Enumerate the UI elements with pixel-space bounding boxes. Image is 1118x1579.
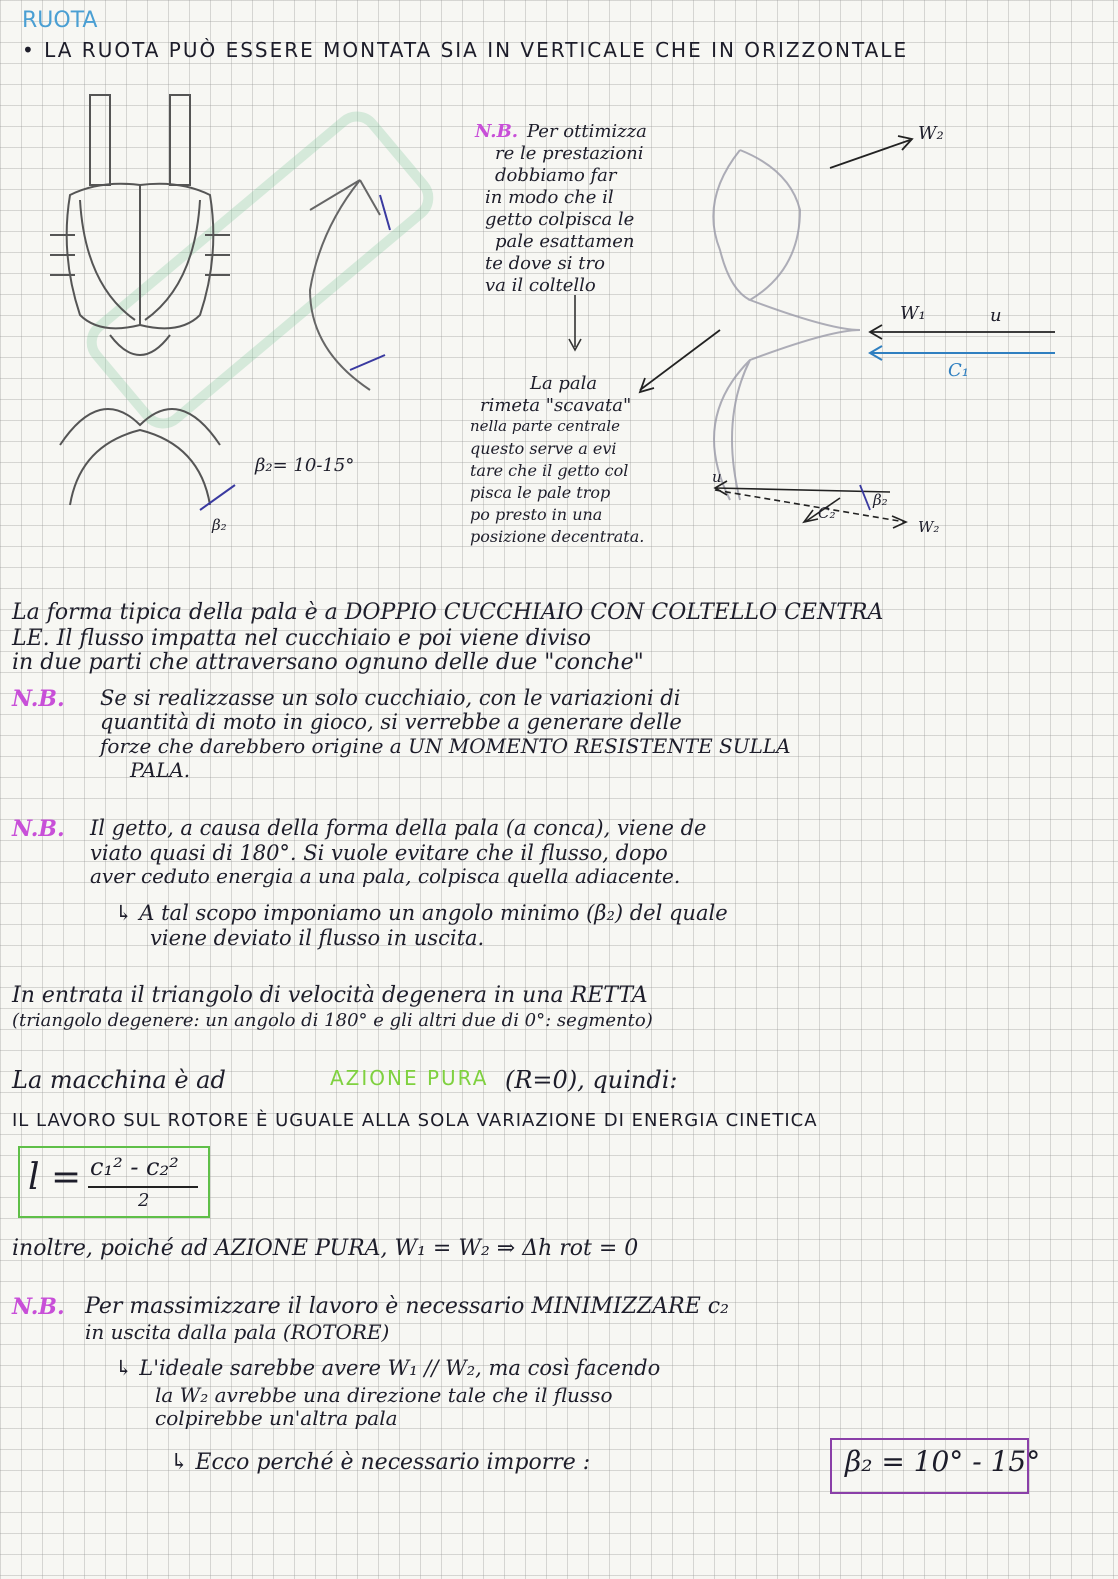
u-tri-label: u xyxy=(712,468,722,486)
formula-lhs: l = xyxy=(28,1157,82,1198)
nb4-line: Per massimizzare il lavoro è necessario MINIMIZZARE c₂ xyxy=(85,1294,729,1319)
nb2-line: Se si realizzasse un solo cucchiaio, con le variazioni di xyxy=(100,686,681,710)
velocity-diagram xyxy=(630,120,1090,550)
c1-label: C₁ xyxy=(948,360,969,381)
nb1-line: va il coltello xyxy=(485,275,596,296)
nb4-line: in uscita dalla pala (ROTORE) xyxy=(85,1320,390,1344)
para2-line: In entrata il triangolo di velocità degenera in una RETTA xyxy=(12,983,648,1008)
nb2-line: PALA. xyxy=(130,758,191,782)
c2-label: C₂ xyxy=(818,504,836,522)
formula-fraction-bar xyxy=(88,1186,198,1188)
note2-line: tare che il getto col xyxy=(470,461,629,480)
nb4-arrow2: ↳ Ecco perché è necessario imporre : xyxy=(170,1450,591,1475)
para3-after: (R=0), quindi: xyxy=(505,1066,678,1094)
note2-line: La pala xyxy=(530,373,598,394)
formula-denominator: 2 xyxy=(138,1190,150,1211)
beta2-tri-label: β₂ xyxy=(873,491,888,509)
w2-tri-label: W₂ xyxy=(918,518,940,536)
nb3-tag: N.B. xyxy=(12,816,65,842)
note2-line: pisca le pale trop xyxy=(470,483,611,502)
bucket-front-drawing xyxy=(40,85,240,555)
nb4-arrow-line: colpirebbe un'altra pala xyxy=(155,1406,398,1430)
nb1-tag: N.B. xyxy=(475,121,519,142)
nb1-line: dobbiamo far xyxy=(495,165,617,186)
nb3-arrow-line: viene deviato il flusso in uscita. xyxy=(150,926,485,950)
para1-line: in due parti che attraversano ognuno delle due "conche" xyxy=(12,650,644,675)
nb4-tag: N.B. xyxy=(12,1294,65,1320)
intro-line: • LA RUOTA PUÒ ESSERE MONTATA SIA IN VERTICALE CHE IN ORIZZONTALE xyxy=(22,38,909,62)
nb3-line: aver ceduto energia a una pala, colpisca quella adiacente. xyxy=(90,864,681,888)
para1-line: LE. Il flusso impatta nel cucchiaio e poi viene diviso xyxy=(12,626,592,651)
para1-line: La forma tipica della pala è a DOPPIO CUCCHIAIO CON COLTELLO CENTRA xyxy=(12,600,884,625)
para3-before: La macchina è ad xyxy=(12,1066,226,1094)
formula-numerator: c₁² - c₂² xyxy=(90,1153,179,1181)
nb4-arrow-line: la W₂ avrebbe una direzione tale che il flusso xyxy=(155,1383,613,1407)
note2-line: posizione decentrata. xyxy=(470,527,645,546)
nb3-line: viato quasi di 180°. Si vuole evitare che il flusso, dopo xyxy=(90,841,668,865)
note2-line: po presto in una xyxy=(470,505,603,524)
nb1-line: re le prestazioni xyxy=(495,143,644,164)
para2-line: (triangolo degenere: un angolo di 180° e gli altri due di 0°: segmento) xyxy=(12,1010,653,1031)
nb4-arrow-line: ↳ L'ideale sarebbe avere W₁ // W₂, ma così facendo xyxy=(115,1356,661,1380)
para4: IL LAVORO SUL ROTORE È UGUALE ALLA SOLA VARIAZIONE DI ENERGIA CINETICA xyxy=(12,1110,818,1131)
beta-range-label: β₂= 10-15° xyxy=(255,455,355,476)
nb1-line: te dove si tro xyxy=(485,253,605,274)
nb1-line: pale esattamen xyxy=(495,231,635,252)
nb2-line: quantità di moto in gioco, si verrebbe a generare delle xyxy=(100,710,682,734)
down-arrow xyxy=(565,295,585,355)
page-title: RUOTA xyxy=(22,8,98,33)
nb2-line: forze che darebbero origine a UN MOMENTO RESISTENTE SULLA xyxy=(100,734,791,758)
nb1-line: getto colpisca le xyxy=(485,209,635,230)
para3-highlight: AZIONE PURA xyxy=(330,1066,489,1090)
beta2-label: β₂ xyxy=(212,516,227,534)
bucket-side-drawing xyxy=(280,170,420,430)
w2-label-top: W₂ xyxy=(918,123,944,144)
nb2-tag: N.B. xyxy=(12,686,65,712)
u-label: u xyxy=(990,305,1002,326)
nb3-arrow-line: ↳ A tal scopo imponiamo un angolo minimo (β₂) del quale xyxy=(115,901,728,925)
nb3-line: Il getto, a causa della forma della pala (a conca), viene de xyxy=(90,816,707,840)
nb1-line: in modo che il xyxy=(485,187,614,208)
beta2-result: β₂ = 10° - 15° xyxy=(845,1445,1041,1478)
w1-label: W₁ xyxy=(900,303,926,324)
nb1-line: Per ottimizza xyxy=(527,121,647,142)
note2-line: nella parte centrale xyxy=(470,417,620,435)
para5: inoltre, poiché ad AZIONE PURA, W₁ = W₂ ⇒ Δh rot = 0 xyxy=(12,1236,639,1261)
note2-line: questo serve a evi xyxy=(470,439,617,458)
note2-line: rimeta "scavata" xyxy=(480,395,632,416)
